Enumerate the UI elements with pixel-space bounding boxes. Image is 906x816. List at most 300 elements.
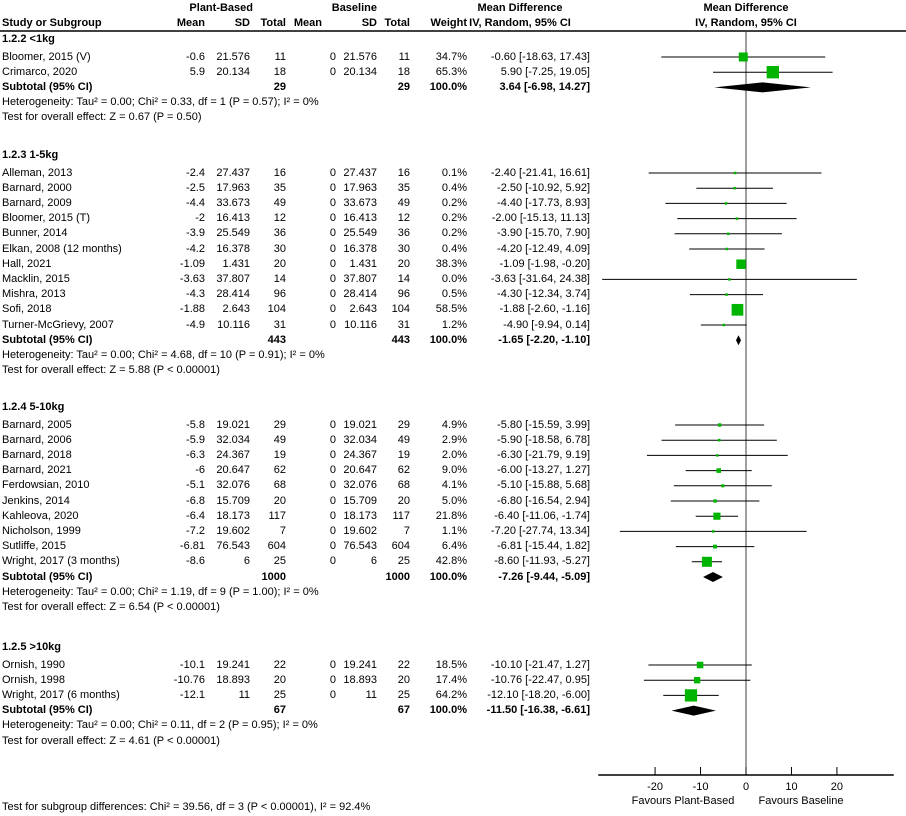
cell-pbMean: -4.4 bbox=[186, 196, 205, 209]
cell-blSd: 27.437 bbox=[343, 166, 377, 179]
cell-blMean: 0 bbox=[329, 227, 336, 240]
cell-blSd: 33.673 bbox=[343, 196, 377, 209]
cell-pbMean: -6.8 bbox=[186, 494, 205, 507]
cell-blSd: 6 bbox=[370, 555, 377, 568]
cell-weight: 9.0% bbox=[441, 464, 467, 477]
cell-blTotal: 29 bbox=[397, 418, 410, 431]
cell-blMean: 0 bbox=[329, 479, 336, 492]
cell-blTotal: 49 bbox=[397, 196, 410, 209]
cell-blSd: 16.378 bbox=[343, 242, 377, 255]
cell-blTotal: 62 bbox=[397, 464, 410, 477]
subtotal-diamond bbox=[672, 706, 716, 716]
cell-mdci: 5.90 [-7.25, 19.05] bbox=[500, 65, 590, 78]
cell-blSd: 2.643 bbox=[349, 303, 377, 316]
cell-pbTotal: 12 bbox=[273, 212, 286, 225]
cell-mdci: -6.00 [-13.27, 1.27] bbox=[497, 464, 590, 477]
subtotal-diamond bbox=[703, 572, 723, 582]
cell-mdci: -8.60 [-11.93, -5.27] bbox=[494, 555, 590, 568]
cell-blTotal: 20 bbox=[397, 494, 410, 507]
column-header-study: Study or Subgroup bbox=[2, 17, 102, 29]
overall-effect-text: Test for overall effect: Z = 6.54 (P < 0.00001) bbox=[2, 600, 220, 613]
subtotal-mdci: -7.26 [-9.44, -5.09] bbox=[498, 570, 590, 583]
cell-blSd: 18.173 bbox=[343, 509, 377, 522]
cell-weight: 0.0% bbox=[441, 272, 467, 285]
column-header-md-text-line1: Mean Difference bbox=[477, 2, 563, 14]
cell-blSd: 20.647 bbox=[343, 464, 377, 477]
cell-blSd: 15.709 bbox=[343, 494, 377, 507]
cell-pbSd: 19.602 bbox=[216, 524, 250, 537]
cell-pbMean: -4.9 bbox=[186, 318, 205, 331]
cell-pbTotal: 19 bbox=[273, 448, 286, 461]
overall-effect-text: Test for overall effect: Z = 5.88 (P < 0.00001) bbox=[2, 364, 220, 377]
mean-marker bbox=[713, 499, 716, 502]
cell-blTotal: 20 bbox=[397, 257, 410, 270]
study-name: Bunner, 2014 bbox=[2, 227, 68, 240]
mean-marker bbox=[728, 278, 731, 281]
study-name: Barnard, 2006 bbox=[2, 433, 72, 446]
cell-pbTotal: 30 bbox=[273, 242, 286, 255]
cell-weight: 5.0% bbox=[441, 494, 467, 507]
heterogeneity-text: Heterogeneity: Tau² = 0.00; Chi² = 0.11, df = 2 (P = 0.95); I² = 0% bbox=[2, 719, 318, 732]
study-name: Bloomer, 2015 (V) bbox=[2, 50, 91, 63]
column-header-weight: Weight bbox=[430, 17, 467, 29]
cell-blMean: 0 bbox=[329, 494, 336, 507]
cell-pbTotal: 49 bbox=[273, 196, 286, 209]
cell-weight: 0.2% bbox=[441, 196, 467, 209]
study-name: Bloomer, 2015 (T) bbox=[2, 212, 91, 225]
cell-mdci: -7.20 [-27.74, 13.34] bbox=[490, 524, 590, 537]
mean-marker bbox=[732, 304, 744, 316]
cell-pbSd: 19.241 bbox=[216, 658, 250, 671]
cell-weight: 58.5% bbox=[435, 303, 467, 316]
cell-pbMean: -4.2 bbox=[186, 242, 205, 255]
cell-blTotal: 30 bbox=[397, 242, 410, 255]
subtotal-blTotal: 443 bbox=[391, 333, 410, 346]
cell-blTotal: 12 bbox=[397, 212, 410, 225]
cell-blTotal: 104 bbox=[391, 303, 410, 316]
mean-marker bbox=[725, 202, 728, 205]
cell-weight: 0.4% bbox=[441, 181, 467, 194]
heterogeneity-text: Heterogeneity: Tau² = 0.00; Chi² = 0.33, df = 1 (P = 0.57); I² = 0% bbox=[2, 96, 319, 109]
study-name: Barnard, 2000 bbox=[2, 181, 72, 194]
cell-mdci: -2.40 [-21.41, 16.61] bbox=[490, 166, 590, 179]
cell-blTotal: 117 bbox=[392, 509, 410, 522]
study-name: Elkan, 2008 (12 months) bbox=[2, 242, 122, 255]
mean-marker bbox=[713, 513, 720, 520]
cell-blMean: 0 bbox=[329, 166, 336, 179]
cell-pbTotal: 25 bbox=[273, 555, 286, 568]
subtotal-weight: 100.0% bbox=[429, 333, 467, 346]
cell-weight: 21.8% bbox=[435, 509, 467, 522]
section-label: 1.2.4 5-10kg bbox=[2, 400, 65, 413]
cell-mdci: -0.60 [-18.63, 17.43] bbox=[490, 50, 590, 63]
cell-weight: 4.1% bbox=[441, 479, 467, 492]
cell-blSd: 21.576 bbox=[343, 50, 377, 63]
cell-blMean: 0 bbox=[329, 181, 336, 194]
cell-pbSd: 18.893 bbox=[216, 673, 250, 686]
cell-pbTotal: 18 bbox=[273, 65, 286, 78]
cell-pbMean: -6.4 bbox=[186, 509, 205, 522]
cell-blTotal: 18 bbox=[397, 65, 410, 78]
cell-pbTotal: 11 bbox=[274, 50, 286, 63]
cell-blMean: 0 bbox=[329, 555, 336, 568]
cell-blMean: 0 bbox=[329, 524, 336, 537]
cell-pbSd: 16.413 bbox=[216, 212, 250, 225]
cell-pbMean: -1.88 bbox=[179, 303, 205, 316]
cell-weight: 1.2% bbox=[441, 318, 467, 331]
subtotal-pbTotal: 1000 bbox=[261, 570, 286, 583]
cell-pbMean: -8.6 bbox=[186, 555, 205, 568]
cell-blMean: 0 bbox=[329, 688, 336, 701]
cell-blMean: 0 bbox=[329, 50, 336, 63]
subtotal-blTotal: 1000 bbox=[385, 570, 410, 583]
study-name: Barnard, 2018 bbox=[2, 448, 72, 461]
cell-blSd: 19.602 bbox=[343, 524, 377, 537]
cell-pbTotal: 117 bbox=[268, 509, 286, 522]
cell-blTotal: 14 bbox=[397, 272, 410, 285]
cell-pbTotal: 96 bbox=[273, 288, 286, 301]
cell-weight: 0.1% bbox=[441, 166, 467, 179]
mean-marker bbox=[725, 293, 728, 296]
cell-blTotal: 16 bbox=[397, 166, 410, 179]
cell-blSd: 32.034 bbox=[343, 433, 377, 446]
cell-blSd: 10.116 bbox=[344, 318, 377, 331]
cell-blTotal: 96 bbox=[397, 288, 410, 301]
overall-effect-text: Test for overall effect: Z = 0.67 (P = 0.50) bbox=[2, 111, 202, 124]
cell-pbSd: 32.076 bbox=[216, 479, 250, 492]
cell-mdci: -5.10 [-15.88, 5.68] bbox=[497, 479, 590, 492]
cell-blTotal: 25 bbox=[397, 688, 410, 701]
cell-weight: 65.3% bbox=[435, 65, 467, 78]
section-label: 1.2.2 <1kg bbox=[2, 32, 55, 45]
cell-blMean: 0 bbox=[329, 540, 336, 553]
subtotal-pbTotal: 443 bbox=[267, 333, 286, 346]
overall-effect-text: Test for overall effect: Z = 4.61 (P < 0.00001) bbox=[2, 734, 220, 747]
subtotal-label: Subtotal (95% CI) bbox=[2, 570, 93, 583]
cell-mdci: -4.90 [-9.94, 0.14] bbox=[503, 318, 590, 331]
favours-left-label: Favours Plant-Based bbox=[631, 795, 735, 807]
cell-pbMean: -5.8 bbox=[186, 418, 205, 431]
cell-blTotal: 25 bbox=[397, 555, 410, 568]
cell-blTotal: 604 bbox=[391, 540, 410, 553]
cell-pbSd: 2.643 bbox=[222, 303, 250, 316]
subtotal-blTotal: 67 bbox=[397, 704, 410, 717]
cell-pbSd: 18.173 bbox=[216, 509, 250, 522]
cell-weight: 18.5% bbox=[435, 658, 467, 671]
cell-weight: 0.5% bbox=[441, 288, 467, 301]
study-name: Barnard, 2021 bbox=[2, 464, 72, 477]
cell-weight: 2.0% bbox=[441, 448, 467, 461]
cell-blSd: 37.807 bbox=[343, 272, 377, 285]
cell-pbTotal: 29 bbox=[273, 418, 286, 431]
cell-mdci: -12.10 [-18.20, -6.00] bbox=[487, 688, 590, 701]
axis-tick-label: -10 bbox=[692, 781, 709, 793]
study-name: Hall, 2021 bbox=[2, 257, 52, 270]
cell-blMean: 0 bbox=[329, 433, 336, 446]
mean-marker bbox=[722, 324, 725, 327]
cell-blTotal: 68 bbox=[397, 479, 410, 492]
cell-weight: 2.9% bbox=[441, 433, 467, 446]
cell-pbSd: 16.378 bbox=[216, 242, 250, 255]
cell-weight: 0.2% bbox=[441, 212, 467, 225]
mean-marker bbox=[713, 545, 717, 549]
mean-marker bbox=[734, 172, 737, 175]
cell-pbSd: 27.437 bbox=[216, 166, 250, 179]
study-name: Turner-McGrievy, 2007 bbox=[2, 318, 114, 331]
cell-pbSd: 17.963 bbox=[216, 181, 250, 194]
cell-pbTotal: 25 bbox=[273, 688, 286, 701]
column-header-md-plot-line2: IV, Random, 95% CI bbox=[695, 17, 797, 29]
cell-mdci: -1.88 [-2.60, -1.16] bbox=[499, 303, 590, 316]
study-name: Jenkins, 2014 bbox=[2, 494, 70, 507]
study-name: Ornish, 1990 bbox=[2, 658, 65, 671]
mean-marker bbox=[716, 454, 719, 457]
column-header-total-baseline: Total bbox=[384, 17, 410, 29]
cell-blSd: 16.413 bbox=[343, 212, 377, 225]
mean-marker bbox=[736, 217, 739, 220]
cell-blSd: 76.543 bbox=[343, 540, 377, 553]
cell-blTotal: 36 bbox=[397, 227, 410, 240]
cell-pbMean: -7.2 bbox=[186, 524, 205, 537]
cell-weight: 64.2% bbox=[435, 688, 467, 701]
cell-mdci: -4.20 [-12.49, 4.09] bbox=[497, 242, 590, 255]
cell-weight: 38.3% bbox=[435, 257, 467, 270]
cell-blTotal: 49 bbox=[397, 433, 410, 446]
mean-marker bbox=[721, 484, 724, 487]
column-header-sd-baseline: SD bbox=[361, 17, 377, 29]
cell-blTotal: 20 bbox=[397, 673, 410, 686]
subtotal-label: Subtotal (95% CI) bbox=[2, 704, 93, 717]
cell-pbSd: 6 bbox=[243, 555, 250, 568]
cell-pbMean: -5.9 bbox=[186, 433, 205, 446]
cell-pbSd: 25.549 bbox=[216, 227, 250, 240]
cell-weight: 42.8% bbox=[435, 555, 467, 568]
cell-pbMean: -4.3 bbox=[186, 288, 205, 301]
cell-weight: 17.4% bbox=[435, 673, 467, 686]
cell-mdci: -6.80 [-16.54, 2.94] bbox=[497, 494, 590, 507]
cell-blMean: 0 bbox=[329, 196, 336, 209]
cell-pbMean: -6.3 bbox=[186, 448, 205, 461]
cell-pbSd: 20.134 bbox=[216, 65, 250, 78]
subtotal-mdci: 3.64 [-6.98, 14.27] bbox=[499, 80, 590, 93]
study-name: Ferdowsian, 2010 bbox=[2, 479, 90, 492]
cell-blSd: 32.076 bbox=[343, 479, 377, 492]
cell-blMean: 0 bbox=[329, 272, 336, 285]
subtotal-label: Subtotal (95% CI) bbox=[2, 80, 93, 93]
subtotal-weight: 100.0% bbox=[429, 570, 467, 583]
cell-pbSd: 37.807 bbox=[216, 272, 250, 285]
cell-pbSd: 19.021 bbox=[216, 418, 250, 431]
cell-pbTotal: 49 bbox=[273, 433, 286, 446]
cell-blTotal: 7 bbox=[403, 524, 410, 537]
cell-weight: 34.7% bbox=[435, 50, 467, 63]
study-name: Ornish, 1998 bbox=[2, 673, 65, 686]
cell-pbMean: -2 bbox=[195, 212, 205, 225]
mean-marker bbox=[733, 187, 736, 190]
cell-pbSd: 1.431 bbox=[222, 257, 250, 270]
study-name: Sutliffe, 2015 bbox=[2, 540, 67, 553]
cell-mdci: -10.76 [-22.47, 0.95] bbox=[490, 673, 590, 686]
mean-marker bbox=[697, 662, 704, 669]
cell-blMean: 0 bbox=[329, 673, 336, 686]
study-name: Wright, 2017 (6 months) bbox=[2, 688, 120, 701]
cell-blSd: 19.241 bbox=[343, 658, 377, 671]
cell-pbTotal: 104 bbox=[267, 303, 286, 316]
study-name: Alleman, 2013 bbox=[2, 166, 73, 179]
column-header-md-plot-line1: Mean Difference bbox=[703, 2, 789, 14]
axis-tick-label: 20 bbox=[830, 781, 844, 793]
mean-marker bbox=[718, 439, 721, 442]
heterogeneity-text: Heterogeneity: Tau² = 0.00; Chi² = 4.68, df = 10 (P = 0.91); I² = 0% bbox=[2, 348, 325, 361]
cell-pbTotal: 20 bbox=[273, 494, 286, 507]
mean-marker bbox=[685, 689, 697, 701]
subtotal-blTotal: 29 bbox=[397, 80, 410, 93]
cell-blSd: 18.893 bbox=[343, 673, 377, 686]
cell-blSd: 19.021 bbox=[343, 418, 377, 431]
cell-mdci: -1.09 [-1.98, -0.20] bbox=[499, 257, 590, 270]
study-name: Barnard, 2009 bbox=[2, 196, 72, 209]
cell-mdci: -5.80 [-15.59, 3.99] bbox=[497, 418, 590, 431]
mean-marker bbox=[716, 468, 721, 473]
cell-blSd: 1.431 bbox=[349, 257, 377, 270]
cell-pbSd: 15.709 bbox=[216, 494, 250, 507]
cell-pbSd: 28.414 bbox=[216, 288, 250, 301]
subtotal-diamond bbox=[736, 335, 741, 345]
column-header-mean-plantbased: Mean bbox=[176, 17, 205, 29]
cell-pbSd: 76.543 bbox=[216, 540, 250, 553]
cell-blSd: 17.963 bbox=[343, 181, 377, 194]
column-header-md-text-line2: IV, Random, 95% CI bbox=[469, 17, 571, 29]
cell-pbMean: 5.9 bbox=[189, 65, 205, 78]
study-name: Kahleova, 2020 bbox=[2, 509, 79, 522]
subtotal-mdci: -11.50 [-16.38, -6.61] bbox=[486, 704, 590, 717]
cell-blMean: 0 bbox=[329, 318, 336, 331]
cell-blSd: 20.134 bbox=[343, 65, 377, 78]
cell-mdci: -6.81 [-15.44, 1.82] bbox=[497, 540, 590, 553]
cell-blMean: 0 bbox=[329, 242, 336, 255]
mean-marker bbox=[739, 52, 748, 61]
mean-marker bbox=[726, 248, 729, 251]
column-header-total-plantbased: Total bbox=[260, 17, 286, 29]
favours-right-label: Favours Baseline bbox=[758, 795, 844, 807]
cell-pbSd: 10.116 bbox=[217, 318, 250, 331]
subtotal-label: Subtotal (95% CI) bbox=[2, 333, 93, 346]
cell-mdci: -10.10 [-21.47, 1.27] bbox=[490, 658, 590, 671]
column-header-mean-baseline: Mean bbox=[293, 17, 322, 29]
cell-pbTotal: 20 bbox=[273, 673, 286, 686]
cell-pbMean: -3.63 bbox=[179, 272, 205, 285]
study-name: Sofi, 2018 bbox=[2, 303, 52, 316]
cell-blSd: 11 bbox=[365, 688, 377, 701]
cell-pbMean: -10.1 bbox=[179, 658, 205, 671]
study-name: Macklin, 2015 bbox=[2, 272, 70, 285]
cell-blMean: 0 bbox=[329, 418, 336, 431]
cell-mdci: -2.00 [-15.13, 11.13] bbox=[491, 212, 590, 225]
cell-pbTotal: 604 bbox=[267, 540, 286, 553]
cell-blMean: 0 bbox=[329, 212, 336, 225]
cell-mdci: -4.30 [-12.34, 3.74] bbox=[497, 288, 590, 301]
cell-pbTotal: 20 bbox=[273, 257, 286, 270]
cell-pbMean: -10.76 bbox=[173, 673, 205, 686]
mean-marker bbox=[712, 530, 715, 533]
cell-pbTotal: 36 bbox=[273, 227, 286, 240]
cell-pbSd: 11 bbox=[238, 688, 250, 701]
study-name: Crimarco, 2020 bbox=[2, 65, 78, 78]
subtotal-pbTotal: 67 bbox=[273, 704, 286, 717]
cell-blTotal: 35 bbox=[397, 181, 410, 194]
cell-pbSd: 24.367 bbox=[216, 448, 250, 461]
study-name: Barnard, 2005 bbox=[2, 418, 72, 431]
cell-blMean: 0 bbox=[329, 65, 336, 78]
cell-pbTotal: 22 bbox=[273, 658, 286, 671]
cell-blTotal: 31 bbox=[397, 318, 410, 331]
cell-blMean: 0 bbox=[329, 257, 336, 270]
cell-mdci: -5.90 [-18.58, 6.78] bbox=[497, 433, 590, 446]
cell-blTotal: 11 bbox=[398, 50, 410, 63]
cell-weight: 0.2% bbox=[441, 227, 467, 240]
cell-pbTotal: 16 bbox=[273, 166, 286, 179]
cell-blSd: 24.367 bbox=[343, 448, 377, 461]
subtotal-diamond bbox=[714, 82, 811, 92]
cell-pbTotal: 14 bbox=[273, 272, 286, 285]
subgroup-differences-note: Test for subgroup differences: Chi² = 39.56, df = 3 (P < 0.00001), I² = 92.4% bbox=[2, 801, 371, 813]
cell-pbSd: 21.576 bbox=[216, 50, 250, 63]
cell-blMean: 0 bbox=[329, 464, 336, 477]
study-name: Nicholson, 1999 bbox=[2, 524, 81, 537]
mean-marker bbox=[702, 557, 712, 567]
cell-pbMean: -2.5 bbox=[186, 181, 205, 194]
cell-mdci: -4.40 [-17.73, 8.93] bbox=[497, 196, 590, 209]
cell-blMean: 0 bbox=[329, 509, 336, 522]
cell-pbTotal: 7 bbox=[279, 524, 286, 537]
group-header-baseline: Baseline bbox=[331, 2, 377, 14]
cell-blSd: 25.549 bbox=[343, 227, 377, 240]
cell-blTotal: 22 bbox=[397, 658, 410, 671]
cell-pbMean: -0.6 bbox=[186, 50, 205, 63]
mean-marker bbox=[767, 66, 779, 78]
cell-weight: 4.9% bbox=[441, 418, 467, 431]
mean-marker bbox=[736, 259, 745, 268]
cell-pbSd: 33.673 bbox=[216, 196, 250, 209]
study-name: Wright, 2017 (3 months) bbox=[2, 555, 120, 568]
section-label: 1.2.3 1-5kg bbox=[2, 148, 59, 161]
axis-tick-label: 10 bbox=[785, 781, 798, 793]
subtotal-mdci: -1.65 [-2.20, -1.10] bbox=[498, 333, 590, 346]
cell-pbMean: -3.9 bbox=[186, 227, 205, 240]
cell-blSd: 28.414 bbox=[343, 288, 377, 301]
cell-pbTotal: 31 bbox=[273, 318, 286, 331]
cell-mdci: -6.40 [-11.06, -1.74] bbox=[494, 509, 590, 522]
subtotal-weight: 100.0% bbox=[429, 704, 467, 717]
study-name: Mishra, 2013 bbox=[2, 288, 66, 301]
cell-blMean: 0 bbox=[329, 303, 336, 316]
cell-weight: 1.1% bbox=[441, 524, 467, 537]
cell-mdci: -3.63 [-31.64, 24.38] bbox=[490, 272, 590, 285]
mean-marker bbox=[727, 233, 730, 236]
cell-blTotal: 19 bbox=[397, 448, 410, 461]
cell-pbMean: -1.09 bbox=[179, 257, 205, 270]
mean-marker bbox=[694, 677, 700, 683]
cell-blMean: 0 bbox=[329, 288, 336, 301]
mean-marker bbox=[718, 423, 721, 426]
cell-pbMean: -2.4 bbox=[186, 166, 205, 179]
heterogeneity-text: Heterogeneity: Tau² = 0.00; Chi² = 1.19, df = 9 (P = 1.00); I² = 0% bbox=[2, 585, 319, 598]
cell-mdci: -3.90 [-15.70, 7.90] bbox=[497, 227, 590, 240]
cell-pbMean: -6 bbox=[195, 464, 205, 477]
subtotal-weight: 100.0% bbox=[429, 80, 467, 93]
cell-pbMean: -5.1 bbox=[186, 479, 205, 492]
cell-blMean: 0 bbox=[329, 658, 336, 671]
